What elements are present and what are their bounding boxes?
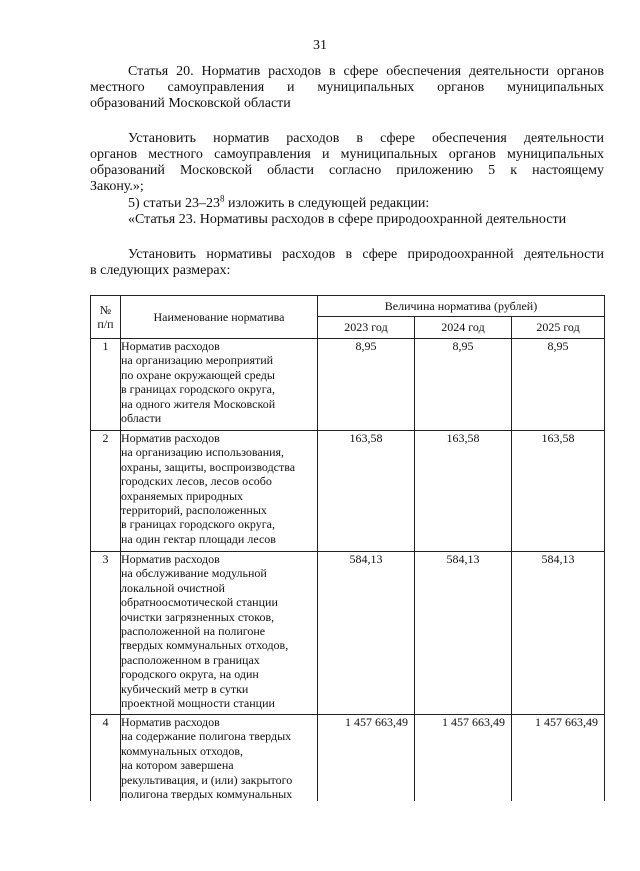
row-name-line: очистки загрязненных стоков, (121, 609, 275, 624)
row-value-2024: 8,95 (415, 339, 512, 431)
row-name-line: охраняемых природных (121, 488, 244, 503)
header-num (91, 296, 121, 339)
norms-table (90, 295, 605, 801)
row-name-line: территорий, расположенных (121, 503, 267, 518)
row-name-line: на содержание полигона твердых (121, 729, 292, 744)
row-name-line: локальной очистной (121, 580, 225, 595)
row-value-2023: 584,13 (318, 552, 415, 715)
amendment-superscript: 8 (220, 193, 225, 204)
row-name-line: твердых коммунальных отходов, (121, 638, 289, 653)
row-name-line: Норматив расходов (121, 339, 220, 353)
row-name-line: обратноосмотической станции (121, 595, 278, 610)
row-value-2024: 1 457 663,49 (415, 715, 512, 801)
row-name-line: Норматив расходов (121, 431, 220, 445)
row-name-line: в границах городского округа, (121, 517, 275, 532)
article-20-heading (90, 64, 604, 112)
paragraph-line: образований Московской области согласно приложению 5 к настоящему (90, 163, 604, 178)
row-name-line: полигона твердых коммунальных (121, 787, 293, 802)
row-name-line: на обслуживание модульной (121, 566, 267, 581)
row-name-line: на котором завершена (121, 758, 234, 773)
row-name-line: расположенном в границах (121, 652, 260, 667)
table-row (91, 715, 605, 801)
row-value-2023: 1 457 663,49 (318, 715, 415, 801)
row-name-line: расположенной на полигоне (121, 624, 266, 639)
row-name (121, 339, 318, 431)
article-20-paragraph (90, 131, 604, 195)
paragraph-line: Закону.»; (90, 179, 144, 194)
amendment-item (90, 193, 604, 228)
row-name-line: на организацию мероприятий (121, 353, 274, 368)
intro-paragraph (90, 247, 604, 279)
row-value-2023: 8,95 (318, 339, 415, 431)
amendment-line (90, 193, 604, 212)
row-name-line: Норматив расходов (121, 715, 220, 729)
row-name-line: коммунальных отходов, (121, 743, 244, 758)
page-number: 31 (313, 38, 327, 53)
row-name-line: Норматив расходов (121, 552, 220, 566)
table-header-row (91, 296, 605, 317)
row-name (121, 431, 318, 552)
row-name-line: кубический метр в сутки (121, 681, 249, 696)
row-value-2024: 584,13 (415, 552, 512, 715)
row-num: 1 (91, 339, 121, 431)
row-value-2025: 8,95 (512, 339, 605, 431)
row-num: 3 (91, 552, 121, 715)
table-row (91, 339, 605, 431)
row-name-line: по охране окружающей среды (121, 367, 275, 382)
row-name-clip (121, 715, 317, 802)
row-value-2025: 1 457 663,49 (512, 715, 605, 801)
amendment-suffix: изложить в следующей редакции: (224, 196, 430, 211)
table-row (91, 552, 605, 715)
intro-line: Установить нормативы расходов в сфере природоохранной деятельности (128, 247, 604, 262)
row-value-2025: 584,13 (512, 552, 605, 715)
row-value-2025: 163,58 (512, 431, 605, 552)
row-name (121, 552, 318, 715)
paragraph-line: Установить норматив расходов в сфере обеспечения деятельности (128, 131, 604, 146)
intro-line: в следующих размерах: (90, 263, 231, 278)
row-name-line: охраны, защиты, воспроизводства (121, 459, 296, 474)
amendment-prefix: 5) статьи 23–23 (128, 196, 221, 211)
article-23-heading: «Статья 23. Нормативы расходов в сфере природоохранной деятельности (128, 212, 567, 227)
header-year-2025: 2025 год (512, 317, 605, 339)
paragraph-line: органов местного самоуправления и муниципальных органов муниципальных (90, 147, 604, 162)
row-name-line: на один гектар площади лесов (121, 531, 276, 546)
heading-line: Статья 20. Норматив расходов в сфере обеспечения деятельности органов (128, 64, 604, 79)
row-num: 4 (91, 715, 121, 801)
row-name-line: области (121, 411, 162, 426)
row-name-line: рекультивация, и (или) закрытого (121, 772, 293, 787)
header-year-2023: 2023 год (318, 317, 415, 339)
header-year-2024: 2024 год (415, 317, 512, 339)
heading-line: образований Московской области (90, 96, 291, 111)
row-value-2024: 163,58 (415, 431, 512, 552)
row-name-line: городского округа, на один (121, 667, 259, 682)
row-name-line: на организацию использования, (121, 445, 285, 460)
row-name (121, 715, 318, 801)
header-num-line2: п/п (97, 317, 114, 331)
header-num-line1: № (99, 302, 112, 317)
row-num: 2 (91, 431, 121, 552)
row-name-line: проектной мощности станции (121, 696, 275, 711)
heading-line: местного самоуправления и муниципальных органов муниципальных (90, 80, 604, 95)
row-name-line: в границах городского округа, (121, 382, 275, 397)
table-row (91, 431, 605, 552)
header-name: Наименование норматива (121, 296, 318, 339)
row-value-2023: 163,58 (318, 431, 415, 552)
header-value-group: Величина норматива (рублей) (318, 296, 605, 317)
row-name-line: на одного жителя Московской (121, 396, 276, 411)
row-name-line: городских лесов, лесов особо (121, 474, 272, 489)
